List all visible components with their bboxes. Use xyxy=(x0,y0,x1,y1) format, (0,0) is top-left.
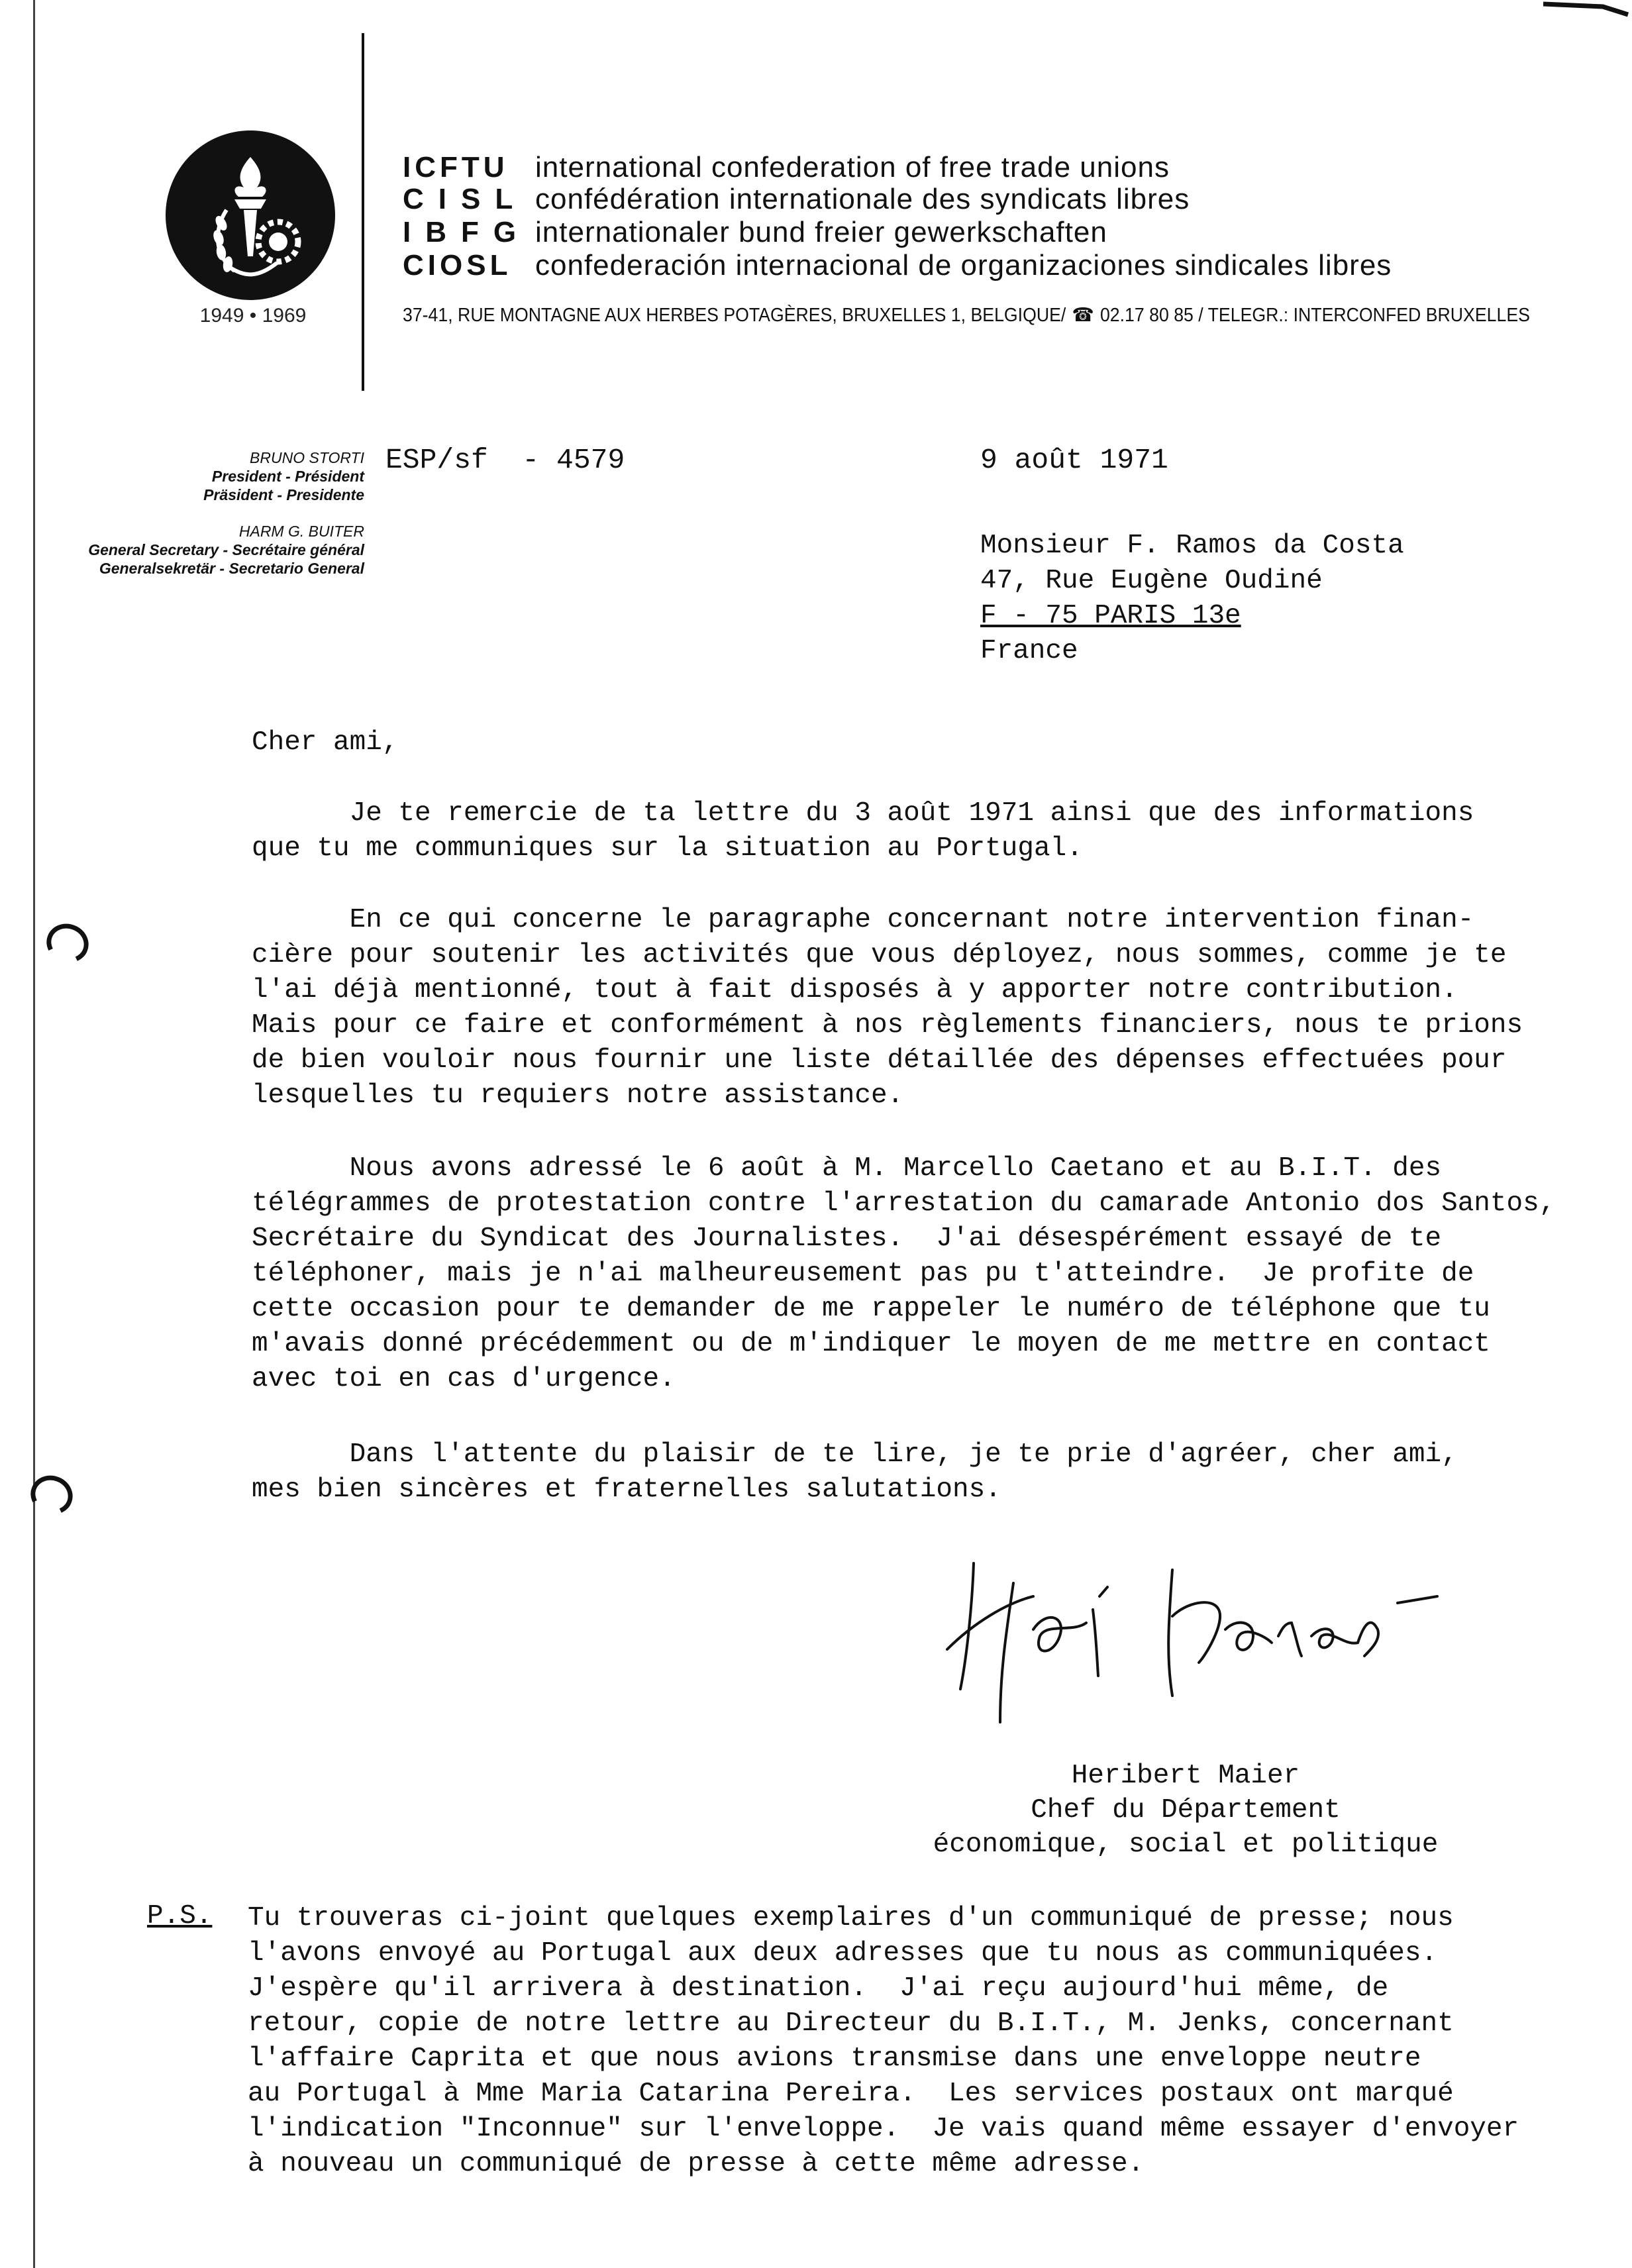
paragraph-line: avec toi en cas d'urgence. xyxy=(252,1364,676,1394)
anniversary-years: 1949 • 1969 xyxy=(199,305,307,327)
paragraph-line: Dans l'attente du plaisir de te lire, je te prie d'agréer, cher ami, xyxy=(252,1439,1458,1470)
postscript-line: au Portugal à Mme Maria Catarina Pereira. Les services postaux ont marqué xyxy=(248,2079,1454,2109)
telephone-icon: ☎ xyxy=(1072,305,1094,326)
postscript-line: l'indication "Inconnue" sur l'enveloppe. Je vais quand même essayer d'envoyer xyxy=(248,2114,1519,2144)
icftu-logo xyxy=(166,130,335,300)
org-row-cisl xyxy=(403,183,1190,216)
president-title: President - Président xyxy=(211,468,364,485)
punch-hole-mark xyxy=(41,918,94,968)
paragraph-line: que tu me communiques sur la situation au Portugal. xyxy=(252,833,1083,864)
paragraph-line: Je te remercie de ta lettre du 3 août 1971 ainsi que des informations xyxy=(252,798,1474,829)
postscript-line: l'affaire Caprita et que nous avions transmise dans une enveloppe neutre xyxy=(248,2043,1421,2074)
margin-rule xyxy=(33,0,35,2268)
postscript-line: retour, copie de notre lettre au Directeur du B.I.T., M. Jenks, concernant xyxy=(248,2008,1454,2039)
org-name: international confederation of free trade unions xyxy=(535,151,1170,183)
secretary-title: Generalsekretär - Secretario General xyxy=(99,560,364,577)
org-abbr: ICFTU xyxy=(403,151,509,183)
org-name: confederación internacional de organizaciones sindicales libres xyxy=(535,249,1392,282)
org-abbr: CIOSL xyxy=(403,249,512,282)
org-abbr: IBFG xyxy=(403,216,531,248)
paragraph-line: l'ai déjà mentionné, tout à fait disposés à y apporter notre contribution. xyxy=(252,975,1458,1005)
paragraph-line: En ce qui concerne le paragraphe concernant notre intervention finan- xyxy=(252,905,1474,935)
org-row-ibfg xyxy=(403,216,1107,249)
reference-number: ESP/sf - 4579 xyxy=(385,444,625,476)
paragraph-4 xyxy=(252,1437,1563,1508)
org-row-ciosl xyxy=(403,249,1392,282)
recipient-name: Monsieur F. Ramos da Costa xyxy=(980,531,1404,561)
signer-name: Heribert Maier xyxy=(1071,1761,1300,1791)
org-name: confédération internationale des syndicats libres xyxy=(535,183,1190,215)
org-abbr: CISL xyxy=(403,183,528,215)
postscript-body xyxy=(248,1901,1572,2182)
paragraph-line: cière pour soutenir les activités que vous déployez, nous sommes, comme je te xyxy=(252,940,1507,970)
postscript-line: Tu trouveras ci-joint quelques exemplaires d'un communiqué de presse; nous xyxy=(248,1903,1454,1933)
signer-block xyxy=(861,1759,1510,1862)
paragraph-line: m'avais donné précédemment ou de m'indiquer le moyen de me mettre en contact xyxy=(252,1329,1490,1359)
paragraph-line: de bien vouloir nous fournir une liste détaillée des dépenses effectuées pour xyxy=(252,1045,1507,1076)
postscript-line: à nouveau un communiqué de presse à cette même adresse. xyxy=(248,2149,1145,2179)
recipient-country: France xyxy=(980,636,1078,666)
handwritten-signature xyxy=(934,1523,1477,1762)
secretary-name: HARM G. BUITER xyxy=(238,523,364,540)
address-street: 37-41, RUE MONTAGNE AUX HERBES POTAGÈRES, BRUXELLES 1, BELGIQUE/ xyxy=(403,305,1066,326)
paragraph-1 xyxy=(252,796,1563,866)
secretary-block xyxy=(88,522,364,578)
signer-department: économique, social et politique xyxy=(933,1830,1439,1860)
secretary-title: General Secretary - Secrétaire général xyxy=(88,541,364,558)
paragraph-line: lesquelles tu requiers notre assistance. xyxy=(252,1080,904,1111)
recipient-city: F - 75 PARIS 13e xyxy=(980,601,1241,631)
paragraph-line: Mais pour ce faire et conformément à nos règlements financiers, nous te prions xyxy=(252,1010,1523,1041)
address-phone-telegraph: 02.17 80 85 / TELEGR.: INTERCONFED BRUXELLES xyxy=(1099,305,1530,326)
paragraph-line: Secrétaire du Syndicat des Journalistes. J'ai désespérément essayé de te xyxy=(252,1223,1442,1254)
paragraph-3 xyxy=(252,1151,1563,1397)
postscript-line: J'espère qu'il arrivera à destination. J'ai reçu aujourd'hui même, de xyxy=(248,1973,1389,2004)
president-name: BRUNO STORTI xyxy=(250,449,364,466)
president-title: Präsident - Presidente xyxy=(203,486,364,503)
recipient-street: 47, Rue Eugène Oudiné xyxy=(980,566,1323,596)
paragraph-line: téléphoner, mais je n'ai malheureusement pas pu t'atteindre. Je profite de xyxy=(252,1259,1474,1289)
president-block xyxy=(203,448,364,504)
org-row-icftu xyxy=(403,151,1170,184)
torch-emblem-icon xyxy=(166,130,335,300)
postscript-label: P.S. xyxy=(147,1901,213,1932)
paragraph-line: télégrammes de protestation contre l'arrestation du camarade Antonio dos Santos, xyxy=(252,1188,1556,1219)
letterhead-divider xyxy=(362,33,364,391)
signer-title: Chef du Département xyxy=(1031,1795,1341,1826)
org-name: internationaler bund freier gewerkschaften xyxy=(535,216,1107,248)
paragraph-line: mes bien sincères et fraternelles salutations. xyxy=(252,1474,1001,1505)
letter-date: 9 août 1971 xyxy=(980,444,1168,476)
paragraph-2 xyxy=(252,903,1563,1113)
recipient-address xyxy=(980,529,1404,669)
paragraph-line: cette occasion pour te demander de me rappeler le numéro de téléphone que tu xyxy=(252,1294,1490,1324)
letterhead-address xyxy=(403,303,1530,327)
salutation: Cher ami, xyxy=(252,727,399,758)
corner-mark xyxy=(1543,0,1632,20)
postscript-line: l'avons envoyé au Portugal aux deux adresses que tu nous as communiquées. xyxy=(248,1938,1438,1969)
paragraph-line: Nous avons adressé le 6 août à M. Marcello Caetano et au B.I.T. des xyxy=(252,1153,1442,1184)
